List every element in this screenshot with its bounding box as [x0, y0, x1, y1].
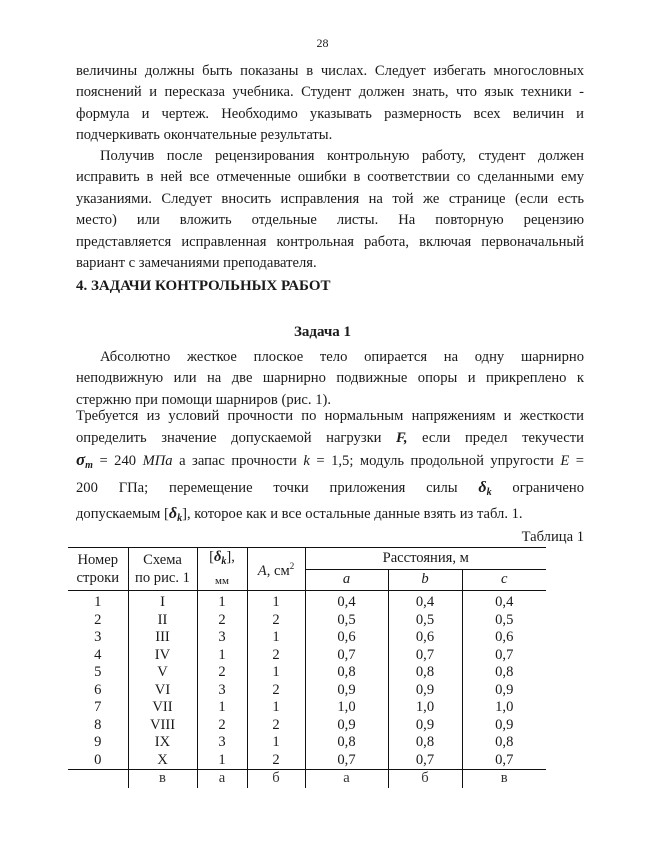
text-line: пояснений и пересказа учебника. Студент должен знать, что язык техники -: [76, 84, 584, 101]
text-segment: определить значение допускаемой нагрузки: [76, 429, 397, 446]
footer-area: б: [247, 770, 305, 788]
cell-delta: 3: [197, 629, 247, 647]
sigma-symbol: σ: [76, 450, 86, 470]
cell-c: 0,9: [462, 717, 546, 735]
cell-delta: 1: [197, 699, 247, 717]
page-number: 28: [316, 36, 329, 50]
force-symbol: F,: [396, 429, 408, 446]
cell-delta: 1: [197, 591, 247, 612]
cell-a: 0,6: [305, 629, 388, 647]
cell-area: 1: [247, 699, 305, 717]
header-c: c: [462, 569, 546, 591]
cell-scheme: IX: [128, 734, 197, 752]
cell-row-number: 7: [94, 699, 102, 715]
area-symbol: A: [257, 562, 267, 579]
cell-a: 1,0: [305, 699, 388, 717]
text-line: величины должны быть показаны в числах. Следует избегать многословных: [76, 63, 584, 79]
cell-scheme: III: [128, 629, 197, 647]
text-line: стержню при помощи шарниров (рис. 1).: [76, 391, 332, 408]
delta-subscript: k: [221, 556, 227, 567]
footer-delta: а: [197, 770, 247, 788]
table-footer-row: [68, 770, 546, 788]
cell-area: 2: [247, 647, 305, 665]
k-symbol: k: [303, 453, 310, 470]
e-symbol: E: [560, 453, 570, 470]
delta-symbol: δ: [213, 549, 222, 565]
cell-row-number: 4: [94, 646, 102, 663]
table-row: [68, 699, 546, 717]
footer-a: а: [305, 770, 388, 788]
cell-b: 0,7: [388, 647, 462, 665]
text-line: исправить в ней все отмеченные ошибки в соответствии со сделанными ему: [76, 169, 584, 186]
header-text: Схема: [143, 552, 182, 568]
text-segment: =: [569, 453, 584, 470]
table-row: [68, 752, 546, 770]
header-text: строки: [76, 570, 120, 586]
cell-delta: 2: [197, 664, 247, 682]
cell-a: 0,7: [305, 647, 388, 665]
text-line: неподвижную или на две шарнирно подвижные опоры и прикреплено к: [76, 370, 584, 387]
text-line: указаниями. Следует вносить исправления на той же странице (если есть: [76, 190, 584, 207]
text-line: вариант с замечаниями преподавателя.: [76, 255, 317, 272]
cell-scheme: IV: [128, 647, 197, 665]
paragraph-requirements: [76, 61, 584, 147]
cell-a: 0,8: [305, 664, 388, 682]
table-row: [68, 717, 546, 735]
cell-c: 0,6: [462, 629, 546, 647]
cell-area: 2: [247, 717, 305, 735]
text-line: [76, 428, 584, 450]
cell-b: 0,8: [388, 664, 462, 682]
text-segment: = 1,5; модуль продольной упругости: [309, 453, 561, 470]
cell-a: 0,8: [305, 734, 388, 752]
cell-a: 0,7: [305, 752, 388, 770]
cell-b: 0,6: [388, 629, 462, 647]
cell-row-number: 6: [94, 681, 102, 698]
cell-c: 0,8: [462, 664, 546, 682]
paragraph-review: [76, 146, 584, 274]
text-line: подчеркивать окончательные результаты.: [76, 127, 333, 144]
cell-area: 2: [247, 612, 305, 630]
cell-row-number: 8: [94, 716, 102, 733]
text-line: представляется исправленная контрольная работа, включая первоначальный: [76, 233, 584, 250]
text-line: Получив после рецензирования контрольную работу, студент должен: [100, 148, 584, 164]
cell-c: 0,7: [462, 647, 546, 665]
cell-b: 0,8: [388, 734, 462, 752]
header-superscript: 2: [289, 560, 295, 571]
cell-delta: 3: [197, 734, 247, 752]
text-line: формула и чертеж. Необходимо указывать размерность всех величин и: [76, 105, 584, 122]
task-title: Задача 1: [293, 324, 352, 340]
header-text: по рис. 1: [135, 570, 190, 586]
header-text: , см: [266, 562, 290, 579]
cell-b: 0,5: [388, 612, 462, 630]
cell-row-number: 9: [94, 734, 102, 750]
header-a: a: [305, 569, 388, 591]
header-text: [: [209, 549, 214, 565]
table-row: [68, 682, 546, 700]
delta-symbol: δ: [478, 478, 487, 496]
section-title: 4. ЗАДАЧИ КОНТРОЛЬНЫХ РАБОТ: [76, 278, 331, 294]
footer-scheme: в: [128, 770, 197, 788]
table-row: [68, 629, 546, 647]
text-segment: допускаемым [: [76, 506, 169, 523]
header-distances: Расстояния, м: [305, 548, 546, 570]
cell-scheme: VIII: [128, 717, 197, 735]
text-segment: ], которое как и все остальные данные взять из табл. 1.: [182, 506, 523, 523]
cell-a: 0,9: [305, 717, 388, 735]
text-line: [76, 503, 584, 530]
cell-area: 2: [247, 682, 305, 700]
footer-c: в: [462, 770, 546, 788]
header-area: [247, 548, 305, 591]
cell-b: 1,0: [388, 699, 462, 717]
cell-scheme: V: [128, 664, 197, 682]
cell-delta: 2: [197, 717, 247, 735]
header-text: Номер: [77, 552, 119, 568]
cell-b: 0,7: [388, 752, 462, 770]
cell-delta: 2: [197, 612, 247, 630]
cell-c: 0,5: [462, 612, 546, 630]
table-row: [68, 612, 546, 630]
cell-b: 0,4: [388, 591, 462, 612]
paragraph-task-requirements: [76, 406, 584, 530]
cell-b: 0,9: [388, 717, 462, 735]
text-segment: а запас прочности: [172, 453, 304, 470]
text-line: [76, 449, 584, 477]
cell-c: 0,7: [462, 752, 546, 770]
text-line: Требуется из условий прочности по нормальным напряжениям и жесткости: [76, 408, 584, 424]
table-row: [68, 664, 546, 682]
cell-area: 1: [247, 629, 305, 647]
text-line: место) или вложить отдельные листы. На повторную рецензию: [76, 212, 584, 229]
cell-area: 1: [247, 591, 305, 612]
cell-c: 0,9: [462, 682, 546, 700]
header-unit: мм: [215, 575, 229, 587]
data-table: [68, 547, 546, 788]
cell-area: 1: [247, 664, 305, 682]
cell-a: 0,5: [305, 612, 388, 630]
text-line: [76, 477, 584, 504]
cell-c: 1,0: [462, 699, 546, 717]
cell-delta: 1: [197, 752, 247, 770]
cell-b: 0,9: [388, 682, 462, 700]
table-row: [68, 591, 546, 612]
delta-subscript: k: [177, 513, 183, 525]
text-segment: = 240: [92, 453, 143, 470]
cell-c: 0,8: [462, 734, 546, 752]
cell-delta: 3: [197, 682, 247, 700]
text-segment: 200 ГПа; перемещение точки приложения силы: [76, 479, 458, 496]
cell-scheme: X: [128, 752, 197, 770]
cell-scheme: VI: [128, 682, 197, 700]
table-row: [68, 734, 546, 752]
cell-area: 1: [247, 734, 305, 752]
cell-row-number: 2: [94, 611, 102, 628]
table-row: [68, 647, 546, 665]
cell-c: 0,4: [462, 591, 546, 612]
cell-a: 0,4: [305, 591, 388, 612]
header-scheme: [128, 548, 197, 591]
text-line: Абсолютно жесткое плоское тело опирается на одну шарнирно: [100, 349, 584, 365]
footer-b: б: [388, 770, 462, 788]
cell-row-number: [68, 770, 128, 788]
table-caption: Таблица 1: [521, 529, 584, 545]
header-delta: [197, 548, 247, 591]
cell-scheme: VII: [128, 699, 197, 717]
cell-row-number: 1: [94, 594, 102, 610]
text-segment: ограничено: [512, 479, 584, 496]
cell-a: 0,9: [305, 682, 388, 700]
unit-mpa: МПа: [142, 453, 173, 470]
cell-row-number: 5: [94, 664, 102, 680]
paragraph-task-description: [76, 347, 584, 411]
cell-row-number: 0: [94, 751, 102, 768]
delta-symbol: δ: [168, 505, 178, 523]
cell-area: 2: [247, 752, 305, 770]
table-header-row: [68, 548, 546, 570]
cell-scheme: I: [128, 591, 197, 612]
cell-delta: 1: [197, 647, 247, 665]
sigma-subscript: т: [85, 460, 93, 472]
header-text: ],: [226, 549, 235, 565]
cell-row-number: 3: [94, 629, 102, 645]
header-b: b: [388, 569, 462, 591]
header-row-number: [68, 548, 128, 591]
delta-subscript: k: [486, 486, 492, 498]
cell-scheme: II: [128, 612, 197, 630]
text-segment: если предел текучести: [407, 429, 584, 446]
